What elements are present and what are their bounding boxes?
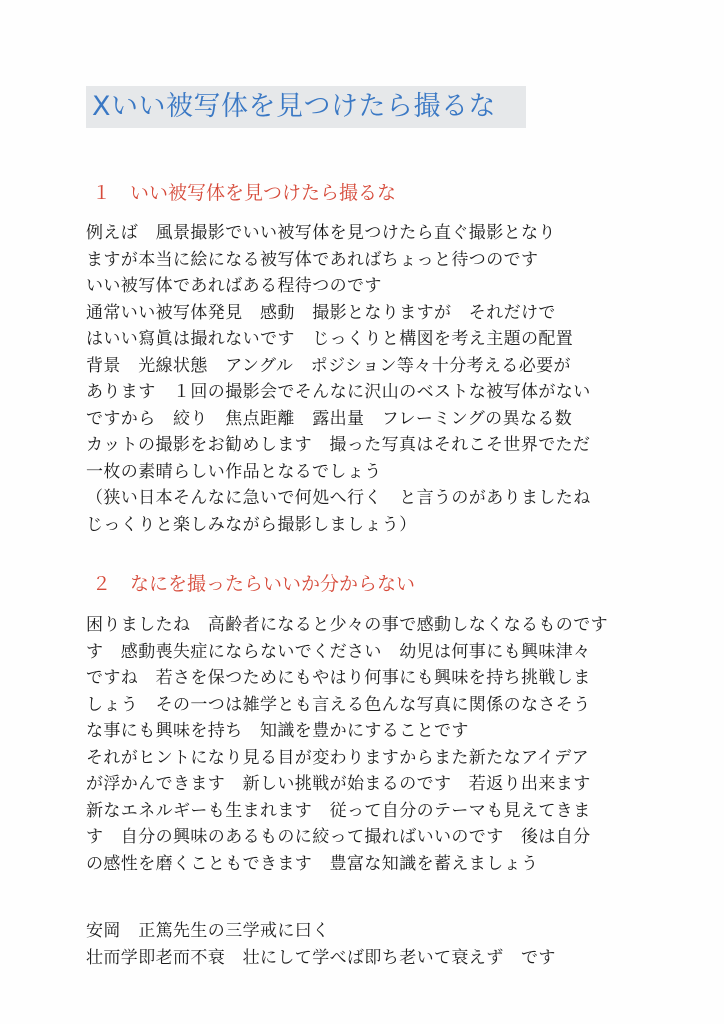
section-body-2 — [86, 612, 686, 877]
quote-line: 安岡 正篤先生の三学戒に曰く — [86, 921, 330, 941]
body-line: あります １回の撮影会でそんなに沢山のベストな被写体がない — [86, 382, 591, 402]
body-line: それがヒントになり見る目が変わりますからまた新たなアイデア — [86, 747, 590, 768]
closing-quote — [86, 918, 686, 971]
body-line: しょう その一つは雑学とも言える色んな写真に関係のなさそう — [86, 694, 591, 715]
body-line: はいい寫眞は撮れないです じっくりと構図を考え主題の配置 — [86, 329, 574, 349]
page-title: Xいい被写体を見つけたら撮るな — [86, 86, 526, 128]
section-heading-2: ２ なにを撮ったらいいか分からない — [92, 573, 416, 595]
body-line: が浮かんできます 新しい挑戦が始まるのです 若返り出来ます — [86, 774, 591, 794]
body-line: 新なエネルギーも生まれます 従って自分のテーマも見えてきま — [86, 800, 591, 821]
body-line: す 自分の興味のあるものに絞って撮ればいいのです 後は自分 — [86, 827, 591, 847]
quote-line: 壮而学即老而不衰 壮にして学べば即ち老いて衰えず です — [86, 947, 556, 968]
body-line: いい被写体であればある程待つのです — [86, 276, 382, 296]
body-line: 通常いい被写体発見 感動 撮影となりますが それだけで — [86, 302, 556, 323]
section-body-1 — [86, 220, 686, 538]
body-line: カットの撮影をお勧めします 撮った写真はそれこそ世界でただ — [86, 435, 591, 455]
body-line: す 感動喪失症にならないでください 幼児は何事にも興味津々 — [86, 641, 591, 662]
body-line: 困りましたね 高齢者になると少々の事で感動しなくなるものです — [86, 615, 608, 635]
body-line: の感性を磨くこともできます 豊富な知識を蓄えましょう — [86, 853, 539, 874]
body-line: 一枚の素晴らしい作品となるでしょう — [86, 461, 382, 482]
body-line: な事にも興味を持ち 知識を豊かにすることです — [86, 721, 469, 741]
body-line: 例えば 風景撮影でいい被写体を見つけたら直ぐ撮影となり — [86, 223, 556, 243]
body-line: ますが本当に絵になる被写体であればちょっと待つのです — [86, 249, 539, 270]
body-line: （狭い日本そんなに急いで何処へ行く と言うのがありましたね — [86, 488, 591, 508]
body-line: じっくりと楽しみながら撮影しましょう） — [86, 514, 417, 535]
body-line: ですから 絞り 焦点距離 露出量 フレーミングの異なる数 — [86, 408, 573, 429]
body-line: ですね 若さを保つためにもやはり何事にも興味を持ち挑戦しま — [86, 668, 591, 688]
body-line: 背景 光線状態 アングル ポジション等々十分考える必要が — [86, 355, 571, 376]
section-heading-1: １ いい被写体を見つけたら撮るな — [92, 182, 397, 204]
